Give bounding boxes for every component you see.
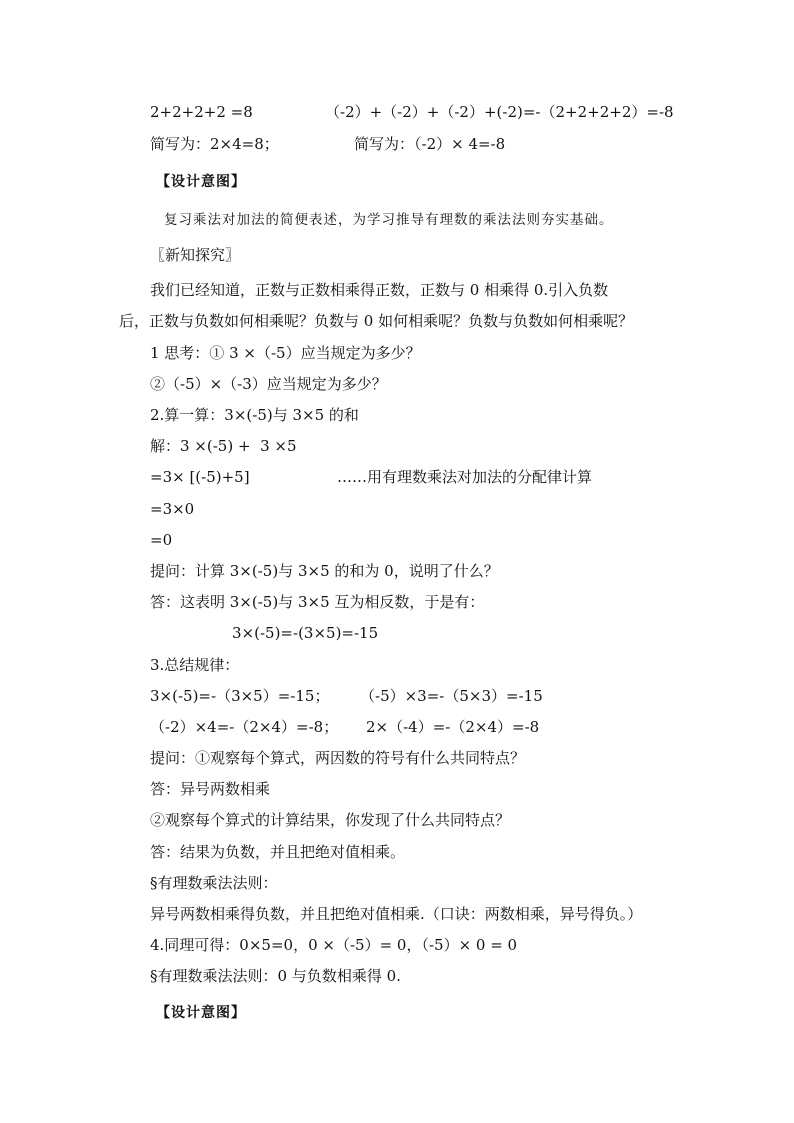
think-question-2: ②（-5）×（-3）应当规定为多少？: [150, 375, 387, 393]
design-intent-text-1: 复习乘法对加法的简便表述，为学习推导有理数的乘法法则夯实基础。: [164, 212, 614, 228]
ask-question-3: ②观察每个算式的计算结果，你发现了什么共同特点？: [150, 811, 511, 829]
solve-step-3: =3×0: [150, 500, 195, 518]
review-line1-right: （-2）+（-2）+（-2）+(-2)=-（2+2+2+2）=-8: [325, 103, 674, 121]
explore-intro-2: 后，正数与负数如何相乘呢？负数与 0 如何相乘呢？负数与负数如何相乘呢？: [119, 312, 634, 330]
explore-heading: 〖新知探究〗: [150, 246, 241, 264]
solve-step-1: 解：3 ×(-5) + 3 ×5: [150, 437, 297, 455]
solve-step-4: =0: [150, 531, 173, 549]
ask-question-1: 提问：计算 3×(-5)与 3×5 的和为 0，说明了什么？: [150, 562, 499, 580]
rule-2-right: 2×（-4）=-（2×4）=-8: [366, 718, 540, 736]
think-question-1: 1 思考：① 3 ×（-5）应当规定为多少？: [150, 344, 421, 362]
ask-question-2: 提问：①观察每个算式，两因数的符号有什么共同特点？: [150, 749, 526, 767]
answer-1-formula: 3×(-5)=-(3×5)=-15: [232, 624, 379, 642]
law-text: 异号两数相乘得负数，并且把绝对值相乘.（口诀：两数相乘，异号得负。）: [150, 905, 643, 923]
solve-step-2: =3× [(-5)+5]: [150, 468, 250, 486]
review-line2-right: 简写为：（-2）× 4=-8: [354, 135, 506, 153]
rule-1-right: （-5）×3=-（5×3）=-15: [360, 687, 543, 705]
answer-1: 答：这表明 3×(-5)与 3×5 互为相反数，于是有：: [150, 593, 485, 611]
same-results: 4.同理可得：0×5=0，0 ×（-5）= 0，（-5）× 0 = 0: [150, 936, 518, 954]
rule-2-left: （-2）×4=-（2×4）=-8；: [150, 718, 339, 736]
law-2: §有理数乘法法则：0 与负数相乘得 0.: [150, 967, 401, 985]
explore-intro-1: 我们已经知道，正数与正数相乘得正数，正数与 0 相乘得 0.引入负数: [150, 281, 609, 299]
law-title: §有理数乘法法则：: [150, 874, 278, 892]
answer-3: 答：结果为负数，并且把绝对值相乘。: [150, 843, 406, 861]
answer-2: 答：异号两数相乘: [150, 780, 271, 798]
review-line1-left: 2+2+2+2 =8: [150, 103, 253, 121]
calc-title: 2.算一算：3×(-5)与 3×5 的和: [150, 406, 359, 424]
design-intent-heading-2: 【设计意图】: [156, 1005, 246, 1021]
design-intent-heading-1: 【设计意图】: [156, 174, 246, 190]
review-line2-left: 简写为：2×4=8；: [150, 135, 279, 153]
rule-title: 3.总结规律：: [150, 656, 240, 674]
solve-step-2-note: ……用有理数乘法对加法的分配律计算: [337, 468, 593, 486]
rule-1-left: 3×(-5)=-（3×5）=-15；: [150, 687, 330, 705]
